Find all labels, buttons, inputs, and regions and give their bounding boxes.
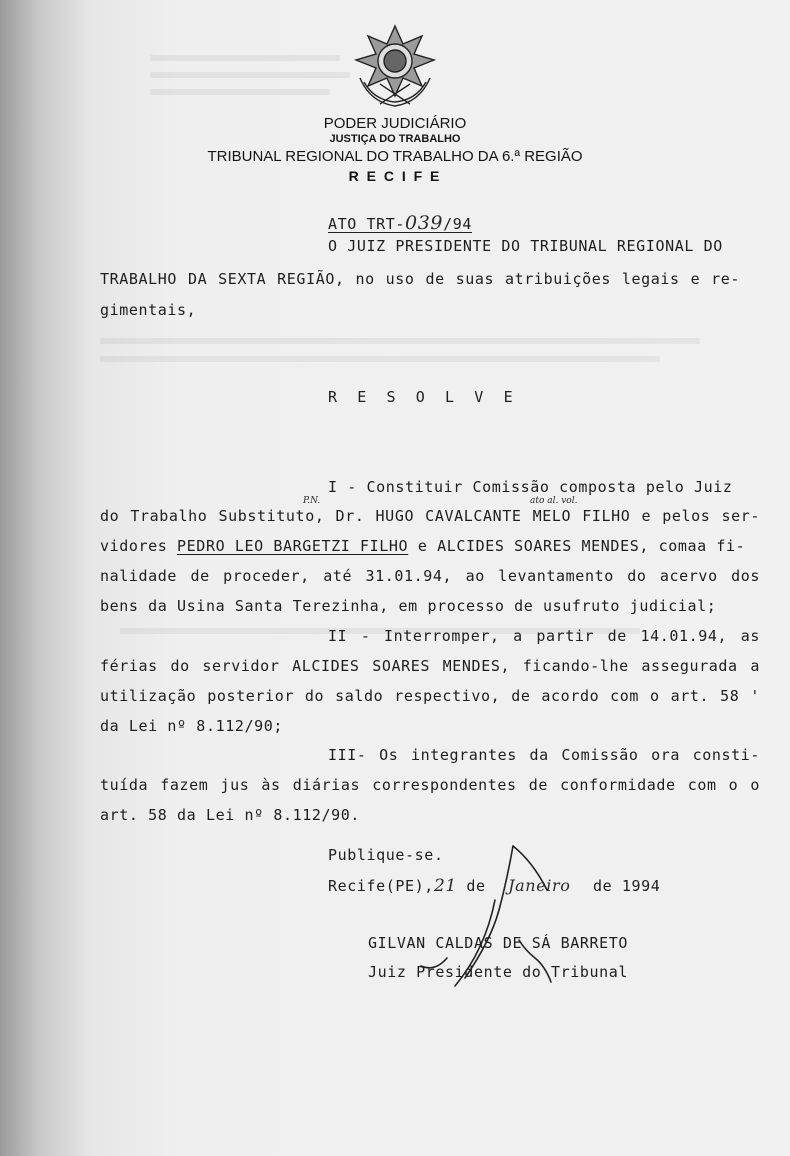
preamble-line-1: O JUIZ PRESIDENTE DO TRIBUNAL REGIONAL DO [328, 237, 723, 255]
header-city: R E C I F E [348, 168, 442, 184]
preamble-line-3: gimentais, [100, 301, 197, 319]
date-de: de [456, 877, 496, 895]
date-day-handwritten: 21 [433, 876, 457, 896]
item1-line-1: I - Constituir Comissão composta pelo Juiz [328, 478, 733, 496]
item1-line-5: bens da Usina Santa Terezinha, em processo de usufruto judicial; [100, 597, 717, 615]
act-prefix: ATO TRT- [328, 215, 406, 233]
publish-line: Publique-se. [328, 846, 444, 864]
act-suffix: /94 [443, 215, 473, 233]
coat-of-arms-emblem [350, 22, 440, 110]
item1-line-3b: e ALCIDES SOARES MENDES, comaa fi- [408, 537, 746, 555]
item1-line-4: nalidade de proceder, até 31.01.94, ao levantamento do acervo dos [100, 567, 760, 585]
item2-line-1: II - Interromper, a partir de 14.01.94, as [328, 627, 760, 645]
bleed-through-mark [150, 89, 330, 95]
date-place: Recife(PE), [328, 877, 434, 895]
underlined-servant-name: PEDRO LEO BARGETZI FILHO [177, 537, 409, 555]
item3-line-3: art. 58 da Lei nº 8.112/90. [100, 806, 361, 824]
signatory-title: Juiz Presidente do Tribunal [368, 963, 629, 981]
act-number [328, 212, 472, 234]
item1-line-3a: vidores [100, 537, 178, 555]
date-year: de 1994 [583, 877, 661, 895]
preamble-line-2: TRABALHO DA SEXTA REGIÃO, no uso de suas atribuições legais e re- [100, 270, 740, 288]
date-month-handwritten: Janeiro [508, 876, 571, 895]
item2-line-2: férias do servidor ALCIDES SOARES MENDES, ficando-lhe assegurada a [100, 657, 760, 675]
item3-line-1: III- Os integrantes da Comissão ora consti- [328, 746, 760, 764]
header-justice: JUSTIÇA DO TRABALHO [329, 133, 461, 145]
header-tribunal: TRIBUNAL REGIONAL DO TRABALHO DA 6.ª REGIÃO [207, 148, 583, 165]
item1-line-2: do Trabalho Substituto, Dr. HUGO CAVALCANTE MELO FILHO e pelos ser- [100, 507, 760, 525]
signatory-name: GILVAN CALDAS DE SÁ BARRETO [368, 934, 629, 952]
bleed-through-mark [150, 72, 350, 78]
bleed-through-mark [150, 55, 340, 61]
resolve-heading: R E S O L V E [328, 388, 514, 406]
handwritten-note: ato al. vol. [530, 496, 578, 506]
bleed-through-mark [100, 338, 700, 344]
header-power: PODER JUDICIÁRIO [323, 115, 467, 132]
handwritten-initials: P.N. [303, 496, 321, 506]
item2-line-3: utilização posterior do saldo respectivo, de acordo com o art. 58 ' [100, 687, 760, 705]
item1-line-3 [100, 537, 760, 555]
bleed-through-mark [100, 356, 660, 362]
item2-line-4: da Lei nº 8.112/90; [100, 717, 283, 735]
act-handwritten-number: 039 [405, 212, 444, 234]
item3-line-2: tuída fazem jus às diárias correspondentes de conformidade com o o [100, 776, 760, 794]
